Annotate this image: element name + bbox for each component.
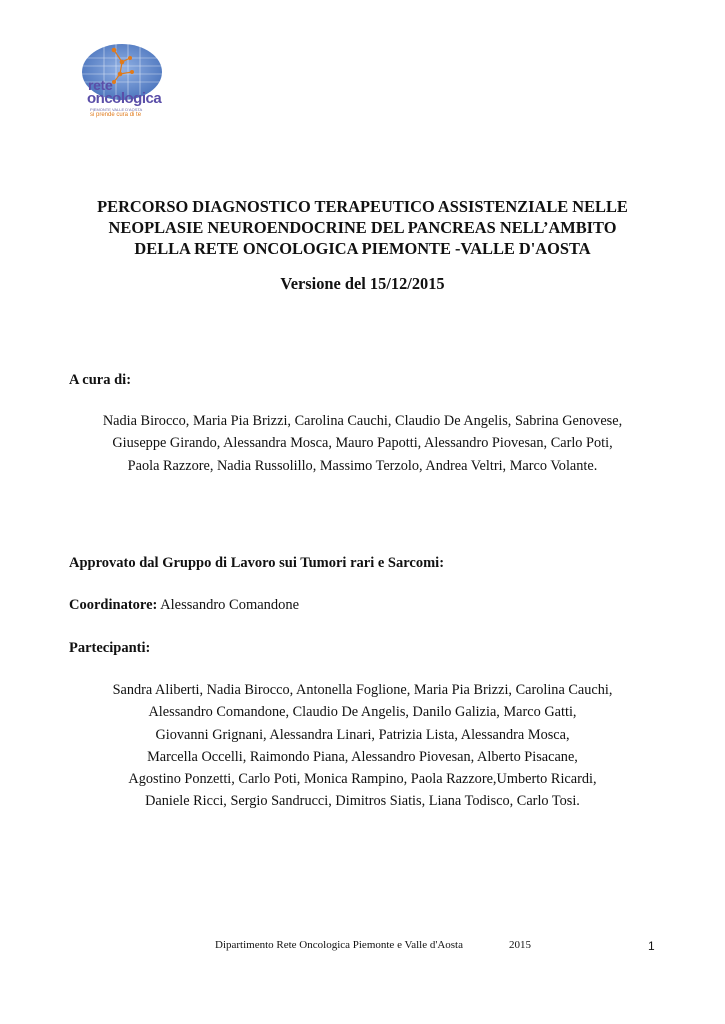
title-line: PERCORSO DIAGNOSTICO TERAPEUTICO ASSISTENZIALE NELLE <box>97 197 628 216</box>
document-title <box>60 196 665 259</box>
page-number: 1 <box>648 939 655 953</box>
authors-line: Paola Razzore, Nadia Russolillo, Massimo Terzolo, Andrea Veltri, Marco Volante. <box>127 457 598 474</box>
coordinatore-value: Alessandro Comandone <box>157 597 300 613</box>
coordinatore-label: Coordinatore: <box>69 597 158 613</box>
title-line: NEOPLASIE NEUROENDOCRINE DEL PANCREAS NELL’AMBITO <box>108 218 617 237</box>
version-date: Versione del 15/12/2015 <box>280 274 445 293</box>
authors-line: Giuseppe Girando, Alessandra Mosca, Mauro Papotti, Alessandro Piovesan, Carlo Poti, <box>112 435 613 452</box>
footer-department: Dipartimento Rete Oncologica Piemonte e Valle d'Aosta <box>215 939 463 951</box>
partecipanti-list <box>60 679 665 813</box>
partecipanti-line: Marcella Occelli, Raimondo Piana, Alessandro Piovesan, Alberto Pisacane, <box>147 748 578 765</box>
partecipanti-line: Daniele Ricci, Sergio Sandrucci, Dimitros Siatis, Liana Todisco, Carlo Tosi. <box>145 793 580 810</box>
logo-text-rete: rete <box>88 77 113 93</box>
coordinatore-line <box>69 596 299 614</box>
partecipanti-line: Alessandro Comandone, Claudio De Angelis, Danilo Galizia, Marco Gatti, <box>148 704 577 721</box>
a-cura-authors <box>60 410 665 477</box>
authors-line: Nadia Birocco, Maria Pia Brizzi, Carolina Cauchi, Claudio De Angelis, Sabrina Genovese, <box>102 413 623 429</box>
title-line: DELLA RETE ONCOLOGICA PIEMONTE -VALLE D'AOSTA <box>134 239 591 258</box>
logo-tagline: si prende cura di te <box>90 112 142 118</box>
page-footer <box>215 939 531 952</box>
partecipanti-line: Giovanni Grignani, Alessandra Linari, Patrizia Lista, Alessandra Mosca, <box>155 726 570 743</box>
footer-year: 2015 <box>509 939 531 951</box>
partecipanti-line: Sandra Aliberti, Nadia Birocco, Antonella Foglione, Maria Pia Brizzi, Carolina Cauchi, <box>112 682 613 698</box>
a-cura-label: A cura di: <box>69 372 132 388</box>
logo-text-oncologica: oncologica <box>87 90 162 107</box>
logo-text-region: PIEMONTE VALLE D'AOSTA <box>90 107 143 112</box>
partecipanti-line: Agostino Ponzetti, Carlo Poti, Monica Rampino, Paola Razzore,Umberto Ricardi, <box>128 771 597 788</box>
approvato-label: Approvato dal Gruppo di Lavoro sui Tumori rari e Sarcomi: <box>69 555 445 571</box>
rete-oncologica-logo <box>74 38 170 124</box>
partecipanti-label: Partecipanti: <box>69 640 151 656</box>
